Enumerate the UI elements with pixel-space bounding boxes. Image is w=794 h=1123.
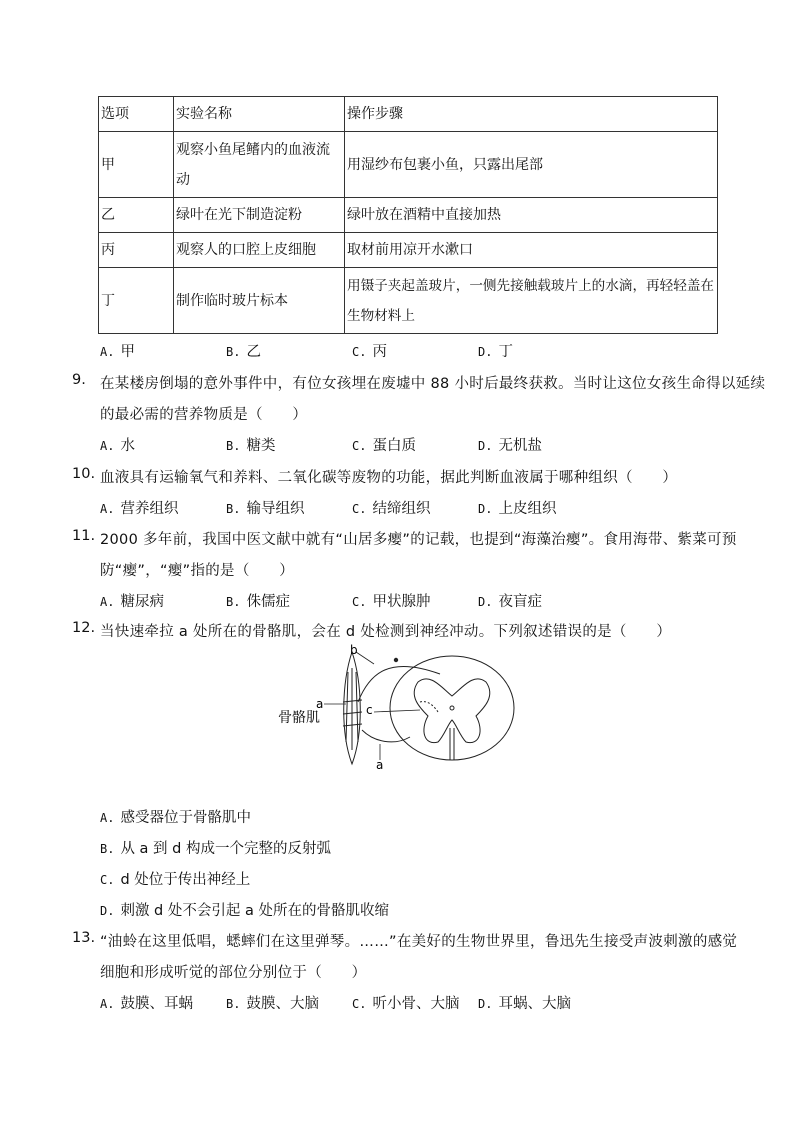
table-cell-option: 丁: [99, 268, 174, 334]
option-d[interactable]: D. 刺激 d 处不会引起 a 处所在的骨骼肌收缩: [100, 903, 389, 919]
option-a[interactable]: A. 甲: [100, 344, 135, 360]
muscle-label: 骨骼肌: [278, 710, 320, 726]
experiment-table: [98, 96, 718, 334]
skeletal-muscle-figure: [343, 652, 362, 764]
option-d[interactable]: D. 丁: [478, 344, 513, 360]
label-a-top: a: [316, 697, 324, 711]
table-row: [99, 233, 718, 268]
cell-line: 动: [176, 171, 190, 188]
question-text: 的最必需的营养物质是（ ）: [100, 407, 308, 423]
table-cell-step: 取材前用凉开水漱口: [345, 233, 718, 268]
label-a-bottom: a: [376, 758, 384, 772]
table-cell-name: 观察人的口腔上皮细胞: [174, 233, 345, 268]
option-d[interactable]: D. 无机盐: [478, 438, 542, 454]
option-d[interactable]: D. 耳蜗、大脑: [478, 996, 571, 1012]
option-b[interactable]: B. 输导组织: [226, 501, 305, 517]
table-cell-step: 绿叶放在酒精中直接加热: [345, 198, 718, 233]
table-header-row: [99, 97, 718, 132]
label-b-leader: [356, 652, 374, 664]
option-c[interactable]: C. 蛋白质: [352, 438, 416, 454]
question-text: “油蛉在这里低唱，蟋蟀们在这里弹琴。……”在美好的生物世界里，鲁迅先生接受声波刺激的感觉: [100, 934, 738, 950]
question-number: 13.: [72, 930, 96, 946]
question-text: 当快速牵拉 a 处所在的骨骼肌，会在 d 处检测到神经冲动。下列叙述错误的是（ ）: [100, 624, 672, 640]
table-cell-option: 丙: [99, 233, 174, 268]
question-number: 11.: [72, 528, 96, 544]
option-a[interactable]: A. 营养组织: [100, 501, 179, 517]
table-row: [99, 132, 718, 198]
table-cell-step: 用湿纱布包裹小鱼，只露出尾部: [345, 132, 718, 198]
table-cell-name: 绿叶在光下制造淀粉: [174, 198, 345, 233]
question-text: 2000 多年前，我国中医文献中就有“山居多瘿”的记载，也提到“海藻治瘿”。食用海带、紫菜可预: [100, 532, 737, 548]
reflex-arc-diagram: [270, 642, 560, 772]
label-c: c: [366, 703, 373, 717]
cell-line: 生物材料上: [347, 307, 415, 324]
spinal-cord-section: [390, 656, 514, 760]
cell-line: 观察小鱼尾鳍内的血液流: [176, 141, 330, 158]
table-header-cell: 选项: [99, 97, 174, 132]
table-row: [99, 268, 718, 334]
label-b: b: [350, 643, 358, 657]
option-c[interactable]: C. 丙: [352, 344, 387, 360]
option-c[interactable]: C. d 处位于传出神经上: [100, 872, 251, 888]
cell-line: 用镊子夹起盖玻片，一侧先接触载玻片上的水滴，再轻轻盖在: [347, 277, 715, 294]
table-cell-option: 甲: [99, 132, 174, 198]
option-c[interactable]: C. 听小骨、大脑: [352, 996, 460, 1012]
table-header-cell: 操作步骤: [345, 97, 718, 132]
question-text: 防“瘿”，“瘿”指的是（ ）: [100, 563, 295, 579]
table-cell-name: [174, 132, 345, 198]
table-cell-name: 制作临时玻片标本: [174, 268, 345, 334]
table-cell-step: [345, 268, 718, 334]
stimulus-point-d: [394, 658, 398, 662]
table-cell-option: 乙: [99, 198, 174, 233]
option-c[interactable]: C. 甲状腺肿: [352, 594, 431, 610]
question-number: 12.: [72, 620, 96, 636]
option-b[interactable]: B. 糖类: [226, 438, 276, 454]
option-a[interactable]: A. 水: [100, 438, 135, 454]
option-d[interactable]: D. 上皮组织: [478, 501, 557, 517]
question-text: 在某楼房倒塌的意外事件中，有位女孩埋在废墟中 88 小时后最终获救。当时让这位女孩生命得以延续: [100, 376, 766, 392]
afferent-nerve: [358, 666, 440, 702]
option-d[interactable]: D. 夜盲症: [478, 594, 542, 610]
option-c[interactable]: C. 结缔组织: [352, 501, 431, 517]
option-b[interactable]: B. 鼓膜、大脑: [226, 996, 319, 1012]
option-b[interactable]: B. 侏儒症: [226, 594, 290, 610]
question-text: 血液具有运输氧气和养料、二氧化碳等废物的功能，据此判断血液属于哪种组织（ ）: [100, 470, 678, 486]
question-number: 10.: [72, 466, 96, 482]
option-b[interactable]: B. 从 a 到 d 构成一个完整的反射弧: [100, 841, 331, 857]
option-a[interactable]: A. 感受器位于骨骼肌中: [100, 810, 251, 826]
question-text: 细胞和形成听觉的部位分别位于（ ）: [100, 965, 367, 981]
option-a[interactable]: A. 糖尿病: [100, 594, 164, 610]
question-number: 9.: [72, 372, 86, 388]
label-c-leader: [374, 710, 420, 712]
table-row: [99, 198, 718, 233]
option-b[interactable]: B. 乙: [226, 344, 261, 360]
table-header-cell: 实验名称: [174, 97, 345, 132]
option-a[interactable]: A. 鼓膜、耳蜗: [100, 996, 193, 1012]
